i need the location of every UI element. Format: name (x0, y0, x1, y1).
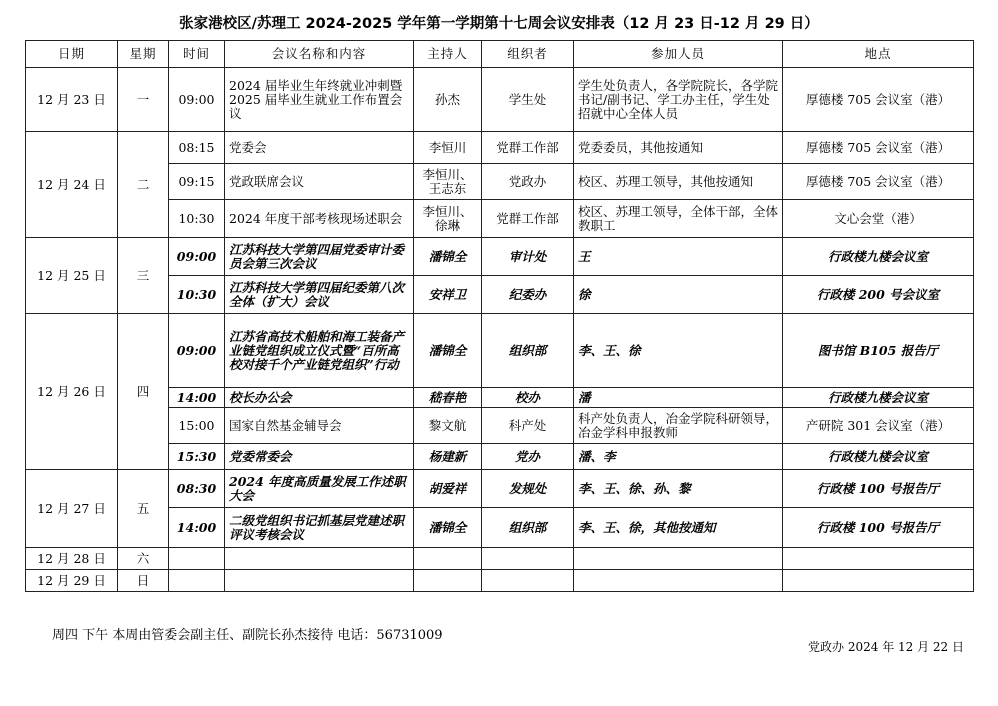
meeting-row (26, 132, 974, 164)
organizer-cell: 校办 (482, 388, 574, 408)
host-cell: 李恒川 (414, 132, 482, 164)
organizer-cell: 党政办 (482, 164, 574, 200)
organizer-cell: 发规处 (482, 470, 574, 508)
organizer-cell: 组织部 (482, 314, 574, 388)
attendees-cell: 李、王、徐 (574, 314, 783, 388)
location-cell: 产研院 301 会议室（港） (783, 408, 974, 444)
attendees-cell: 李、王、徐，其他按通知 (574, 508, 783, 548)
attendees-cell: 潘、李 (574, 444, 783, 470)
header-organizer: 组织者 (482, 41, 574, 68)
meeting-name-cell: 2024 年度高质量发展工作述职大会 (225, 470, 414, 508)
weekday-cell: 三 (118, 238, 169, 314)
time-cell: 10:30 (169, 200, 225, 238)
host-cell: 李恒川、徐琳 (414, 200, 482, 238)
attendees-cell: 王 (574, 238, 783, 276)
host-cell (414, 570, 482, 592)
meeting-name-cell: 江苏科技大学第四届党委审计委员会第三次会议 (225, 238, 414, 276)
meeting-name-cell: 江苏科技大学第四届纪委第八次全体（扩大）会议 (225, 276, 414, 314)
meeting-row (26, 408, 974, 444)
attendees-cell: 党委委员，其他按通知 (574, 132, 783, 164)
meeting-row (26, 508, 974, 548)
attendees-cell: 校区、苏理工领导，全体干部，全体教职工 (574, 200, 783, 238)
time-cell: 15:30 (169, 444, 225, 470)
header-weekday: 星期 (118, 41, 169, 68)
weekday-cell: 日 (118, 570, 169, 592)
meeting-name-cell: 党委会 (225, 132, 414, 164)
organizer-cell: 科产处 (482, 408, 574, 444)
location-cell: 图书馆 B105 报告厅 (783, 314, 974, 388)
host-cell: 黎文航 (414, 408, 482, 444)
time-cell: 08:30 (169, 470, 225, 508)
meeting-row (26, 68, 974, 132)
attendees-cell: 李、王、徐、孙、黎 (574, 470, 783, 508)
host-cell: 孙杰 (414, 68, 482, 132)
host-cell (414, 548, 482, 570)
header-attendees: 参加人员 (574, 41, 783, 68)
meeting-row (26, 164, 974, 200)
date-cell: 12 月 23 日 (26, 68, 118, 132)
header-date: 日期 (26, 41, 118, 68)
host-cell: 潘锦全 (414, 508, 482, 548)
location-cell: 厚德楼 705 会议室（港） (783, 164, 974, 200)
host-cell: 潘锦全 (414, 238, 482, 276)
location-cell: 厚德楼 705 会议室（港） (783, 132, 974, 164)
header-row (26, 41, 974, 68)
organizer-cell: 学生处 (482, 68, 574, 132)
organizer-cell (482, 570, 574, 592)
meeting-name-cell (225, 548, 414, 570)
time-cell: 09:15 (169, 164, 225, 200)
header-meeting-name: 会议名称和内容 (225, 41, 414, 68)
meeting-row (26, 444, 974, 470)
date-cell: 12 月 29 日 (26, 570, 118, 592)
organizer-cell: 党办 (482, 444, 574, 470)
page-title: 张家港校区/苏理工 2024-2025 学年第一学期第十七周会议安排表（12 月 23 日-12 月 29 日） (179, 16, 819, 32)
time-cell: 09:00 (169, 68, 225, 132)
organizer-cell: 审计处 (482, 238, 574, 276)
meeting-schedule-table (25, 40, 974, 592)
meeting-name-cell: 二级党组织书记抓基层党建述职评议考核会议 (225, 508, 414, 548)
location-cell: 行政楼九楼会议室 (783, 388, 974, 408)
attendees-cell (574, 570, 783, 592)
weekday-cell: 一 (118, 68, 169, 132)
time-cell: 14:00 (169, 508, 225, 548)
location-cell: 行政楼 100 号报告厅 (783, 470, 974, 508)
date-cell: 12 月 27 日 (26, 470, 118, 548)
meeting-name-cell: 党政联席会议 (225, 164, 414, 200)
attendees-cell: 潘 (574, 388, 783, 408)
meeting-name-cell (225, 570, 414, 592)
meeting-row (26, 276, 974, 314)
time-cell: 09:00 (169, 238, 225, 276)
meeting-row (26, 238, 974, 276)
organizer-cell: 党群工作部 (482, 200, 574, 238)
organizer-cell: 党群工作部 (482, 132, 574, 164)
location-cell (783, 548, 974, 570)
organizer-cell: 纪委办 (482, 276, 574, 314)
host-cell: 李恒川、王志东 (414, 164, 482, 200)
weekday-cell: 二 (118, 132, 169, 238)
location-cell: 厚德楼 705 会议室（港） (783, 68, 974, 132)
host-cell: 胡爱祥 (414, 470, 482, 508)
header-location: 地点 (783, 41, 974, 68)
host-cell: 潘锦全 (414, 314, 482, 388)
meeting-row (26, 570, 974, 592)
date-cell: 12 月 26 日 (26, 314, 118, 470)
host-cell: 杨建新 (414, 444, 482, 470)
time-cell (169, 570, 225, 592)
meeting-row (26, 470, 974, 508)
issuer-date: 党政办 2024 年 12 月 22 日 (808, 640, 964, 654)
meeting-name-cell: 江苏省高技术船舶和海工装备产业链党组织成立仪式暨“百所高校对接千个产业链党组织”行动 (225, 314, 414, 388)
meeting-row (26, 548, 974, 570)
meeting-name-cell: 国家自然基金辅导会 (225, 408, 414, 444)
attendees-cell: 学生处负责人，各学院院长，各学院书记/副书记、学工办主任，学生处招就中心全体人员 (574, 68, 783, 132)
weekday-cell: 六 (118, 548, 169, 570)
time-cell: 14:00 (169, 388, 225, 408)
location-cell: 行政楼九楼会议室 (783, 444, 974, 470)
header-host: 主持人 (414, 41, 482, 68)
attendees-cell: 科产处负责人，冶金学院科研领导，冶金学科申报教师 (574, 408, 783, 444)
time-cell (169, 548, 225, 570)
meeting-name-cell: 党委常委会 (225, 444, 414, 470)
meeting-row (26, 314, 974, 388)
attendees-cell: 校区、苏理工领导，其他按通知 (574, 164, 783, 200)
host-cell: 嵇春艳 (414, 388, 482, 408)
location-cell: 行政楼九楼会议室 (783, 238, 974, 276)
date-cell: 12 月 24 日 (26, 132, 118, 238)
location-cell: 行政楼 100 号报告厅 (783, 508, 974, 548)
date-cell: 12 月 25 日 (26, 238, 118, 314)
weekday-cell: 四 (118, 314, 169, 470)
time-cell: 15:00 (169, 408, 225, 444)
attendees-cell: 徐 (574, 276, 783, 314)
meeting-row (26, 200, 974, 238)
header-time: 时间 (169, 41, 225, 68)
schedule-body (26, 68, 974, 592)
time-cell: 09:00 (169, 314, 225, 388)
location-cell: 文心会堂（港） (783, 200, 974, 238)
meeting-name-cell: 2024 年度干部考核现场述职会 (225, 200, 414, 238)
meeting-name-cell: 2024 届毕业生年终就业冲刺暨 2025 届毕业生就业工作布置会议 (225, 68, 414, 132)
time-cell: 08:15 (169, 132, 225, 164)
weekday-cell: 五 (118, 470, 169, 548)
attendees-cell (574, 548, 783, 570)
location-cell (783, 570, 974, 592)
host-cell: 安祥卫 (414, 276, 482, 314)
time-cell: 10:30 (169, 276, 225, 314)
reception-note: 周四 下午 本周由管委会副主任、副院长孙杰接待 电话：56731009 (52, 628, 443, 643)
meeting-row (26, 388, 974, 408)
date-cell: 12 月 28 日 (26, 548, 118, 570)
meeting-name-cell: 校长办公会 (225, 388, 414, 408)
organizer-cell (482, 548, 574, 570)
organizer-cell: 组织部 (482, 508, 574, 548)
location-cell: 行政楼 200 号会议室 (783, 276, 974, 314)
